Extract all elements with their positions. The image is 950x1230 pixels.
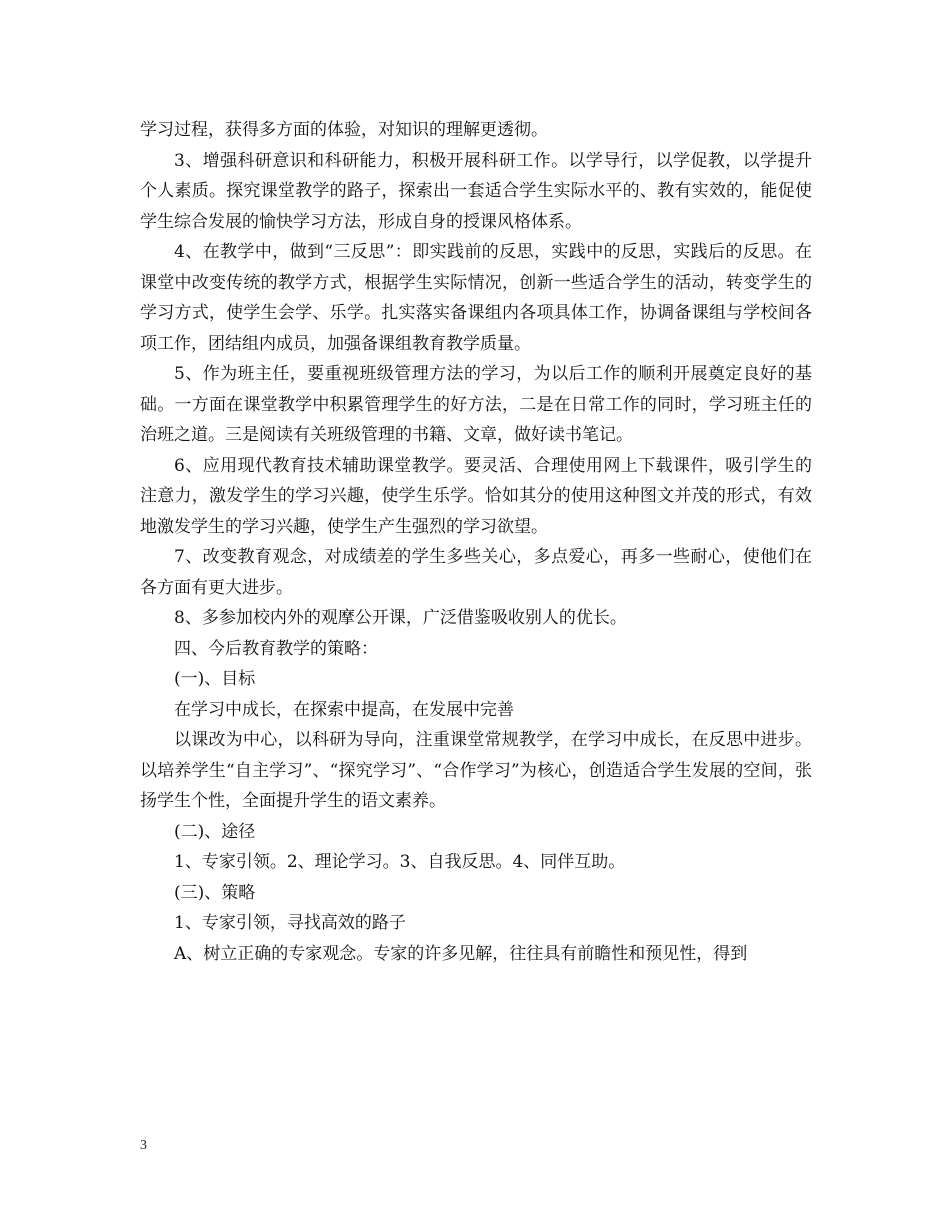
paragraph-item-8: 8、多参加校内外的观摩公开课，广泛借鉴吸收别人的优长。 xyxy=(174,608,627,628)
subsection-heading-approach: (二)、途径 xyxy=(174,821,256,842)
goal-statement: 在学习中成长，在探索中提高，在发展中完善 xyxy=(174,699,514,720)
document-body xyxy=(140,115,812,969)
paragraph-item-7: 7、改变教育观念，对成绩差的学生多些关心，多点爱心，再多一些耐心，使他们在各方面有更大进步。 xyxy=(140,547,812,598)
paragraph-item-5: 5、作为班主任，要重视班级管理方法的学习，为以后工作的顺利开展奠定良好的基础。一方面在课堂教学中积累管理学生的好方法，二是在日常工作的同时，学习班主任的治班之道。三是阅读有关班级管理的书籍、文章，做好读书笔记。 xyxy=(140,364,812,445)
subsection-heading-goal: (一)、目标 xyxy=(174,669,256,689)
paragraph-item-4: 4、在教学中，做到“三反思”：即实践前的反思，实践中的反思，实践后的反思。在课堂中改变传统的教学方式，根据学生实际情况，创新一些适合学生的活动，转变学生的学习方式，使学生会学、乐学。扎实落实备课组内各项具体工作，协调备课组与学校间各项工作，团结组内成员，加强备课组教育教学质量。 xyxy=(140,242,812,354)
subsection-heading-tactics: (三)、策略 xyxy=(174,882,256,903)
tactic-paragraph-a: A、树立正确的专家观念。专家的许多见解，往往具有前瞻性和预见性，得到 xyxy=(174,943,748,964)
goal-description: 以课改为中心，以科研为导向，注重课堂常规教学，在学习中成长，在反思中进步。以培养学生“自主学习”、“探究学习”、“合作学习”为核心，创造适合学生发展的空间，张扬学生个性，全面提升学生的语文素养。 xyxy=(140,730,812,811)
paragraph-item-3: 3、增强科研意识和科研能力，积极开展科研工作。以学导行，以学促教，以学提升个人素质。探究课堂教学的路子，探索出一套适合学生实际水平的、教有实效的，能促使学生综合发展的愉快学习方法，形成自身的授课风格体系。 xyxy=(140,150,812,232)
tactic-heading-1: 1、专家引领，寻找高效的路子 xyxy=(174,913,406,933)
page-number: 3 xyxy=(140,1138,147,1153)
paragraph-item-6: 6、应用现代教育技术辅助课堂教学。要灵活、合理使用网上下载课件，吸引学生的注意力，激发学生的学习兴趣，使学生乐学。恰如其分的使用这种图文并茂的形式，有效地激发学生的学习兴趣，使学生产生强烈的学习欲望。 xyxy=(140,455,812,537)
section-heading-strategy: 四、今后教育教学的策略： xyxy=(174,638,378,659)
paragraph-continuation: 学习过程，获得多方面的体验，对知识的理解更透彻。 xyxy=(140,120,548,140)
approach-list: 1、专家引领。2、理论学习。3、自我反思。4、同伴互助。 xyxy=(174,852,626,872)
